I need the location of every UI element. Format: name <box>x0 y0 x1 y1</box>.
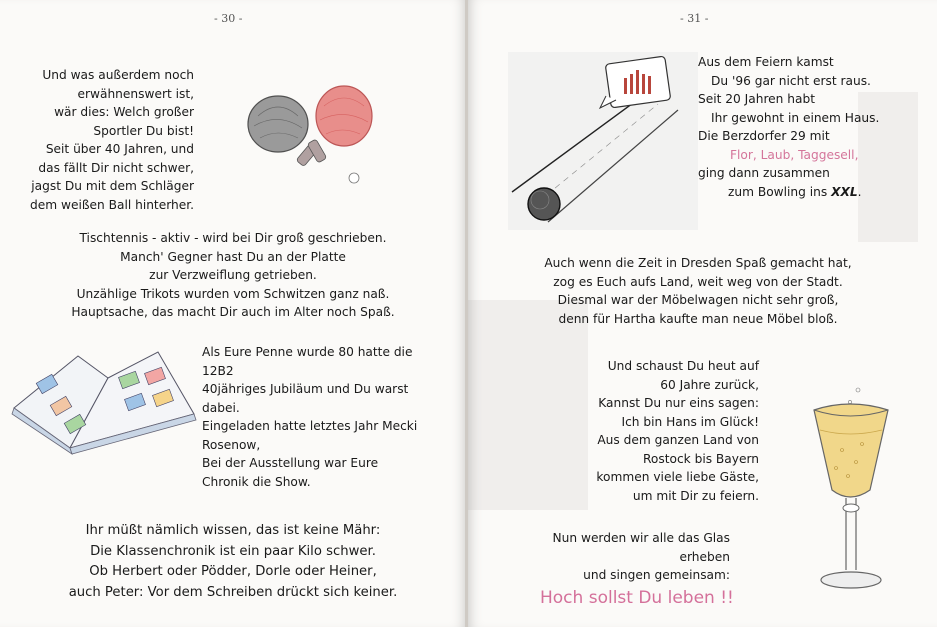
bowling-lane-illustration <box>508 52 698 230</box>
right-page <box>468 0 937 627</box>
text-line: zur Verzweiflung getrieben. <box>149 268 317 282</box>
text-line: Auch wenn die Zeit in Dresden Spaß gemacht hat, <box>544 256 852 270</box>
text-line: Chronik die Show. <box>202 474 311 489</box>
stanza-klassenchronik <box>0 521 466 603</box>
text-line: Die Berzdorfer 29 mit <box>698 129 830 143</box>
page-number-left: - 30 - <box>214 12 243 25</box>
text-line: Manch' Gegner hast Du an der Platte <box>120 249 346 264</box>
text-line: 60 Jahre zurück, <box>660 377 759 392</box>
stanza-sport <box>30 66 194 214</box>
text-line: Und schaust Du heut auf <box>607 359 759 373</box>
text-line: Bei der Ausstellung war Eure <box>202 456 379 470</box>
text-line: zog es Euch aufs Land, weit weg von der Stadt. <box>553 274 843 289</box>
text-line: Ob Herbert oder Pödder, Dorle oder Heiner, <box>89 564 377 579</box>
text-line: jagst Du mit dem Schläger <box>31 179 194 193</box>
text-line: Aus dem Feiern kamst <box>698 55 834 69</box>
stanza-feiern <box>698 53 879 201</box>
text-line: Tischtennis - aktiv - wird bei Dir groß geschrieben. <box>79 231 387 245</box>
stanza-hans-im-glueck <box>596 357 759 505</box>
text-line: ging dann zusammen <box>698 166 830 180</box>
text-line: Rostock bis Bayern <box>642 451 759 466</box>
stanza-glas <box>553 529 730 585</box>
text-line: dem weißen Ball hinterher. <box>30 197 194 212</box>
text-line: Ihr müßt nämlich wissen, das ist keine Mähr: <box>85 523 381 538</box>
text-line: dabei. <box>202 400 240 415</box>
text-line: um mit Dir zu feiern. <box>632 488 759 503</box>
text-line: Sportler Du bist! <box>93 123 194 138</box>
text-line: Seit über 40 Jahren, und <box>45 142 194 156</box>
text-line: kommen viele liebe Gäste, <box>596 470 759 484</box>
background-photo <box>468 300 588 510</box>
table-tennis-paddles-illustration <box>244 86 374 186</box>
text-line: Aus dem ganzen Land von <box>597 433 759 447</box>
text-line: Seit 20 Jahren habt <box>698 92 815 106</box>
text-line: Kannst Du nur eins sagen: <box>598 396 759 410</box>
text-line: erheben <box>679 549 730 564</box>
closing-line-hoch: Hoch sollst Du leben !! <box>540 588 734 608</box>
text-line: Als Eure Penne wurde 80 hatte die <box>202 345 413 359</box>
stanza-dresden <box>468 254 928 328</box>
text-line: 12B2 <box>202 363 234 378</box>
pink-names-line: Flor, Laub, Taggesell, <box>730 147 859 162</box>
text-line: erwähnenswert ist, <box>77 86 194 101</box>
text-line: Rosenow, <box>202 437 261 452</box>
bowling-name: XXL <box>831 184 858 199</box>
text-line: und singen gemeinsam: <box>583 568 730 582</box>
champagne-glass-illustration <box>806 380 896 600</box>
text-line: Diesmal war der Möbelwagen nicht sehr groß, <box>557 293 839 307</box>
text-line: Ihr gewohnt in einem Haus. <box>711 110 880 125</box>
text-line: denn für Hartha kaufte man neue Möbel bloß. <box>558 311 838 326</box>
text-line: Unzählige Trikots wurden vom Schwitzen ganz naß. <box>76 286 390 301</box>
text-line: Die Klassenchronik ist ein paar Kilo schwer. <box>90 543 376 559</box>
text-line: Hauptsache, das macht Dir auch im Alter noch Spaß. <box>71 305 395 319</box>
bowling-suffix: . <box>857 184 862 199</box>
bowling-prefix: zum Bowling ins <box>728 184 832 199</box>
text-line: 40jähriges Jubiläum und Du warst <box>202 382 409 396</box>
text-line: Eingeladen hatte letztes Jahr Mecki <box>202 419 418 433</box>
text-line: Und was außerdem noch <box>42 68 194 82</box>
text-line: Nun werden wir alle das Glas <box>552 531 730 545</box>
text-line: das fällt Dir nicht schwer, <box>38 160 194 175</box>
stanza-tischtennis <box>0 229 466 322</box>
text-line: Du '96 gar nicht erst raus. <box>711 73 871 88</box>
bowling-line <box>698 183 879 202</box>
page-number-right: - 31 - <box>680 12 709 25</box>
left-page <box>0 0 466 627</box>
text-line: Ich bin Hans im Glück! <box>621 414 759 429</box>
stanza-chronik <box>202 343 417 491</box>
text-line: wär dies: Welch großer <box>54 105 194 119</box>
class-chronicle-book-illustration <box>8 348 198 460</box>
text-line: auch Peter: Vor dem Schreiben drückt sich keiner. <box>68 584 398 600</box>
